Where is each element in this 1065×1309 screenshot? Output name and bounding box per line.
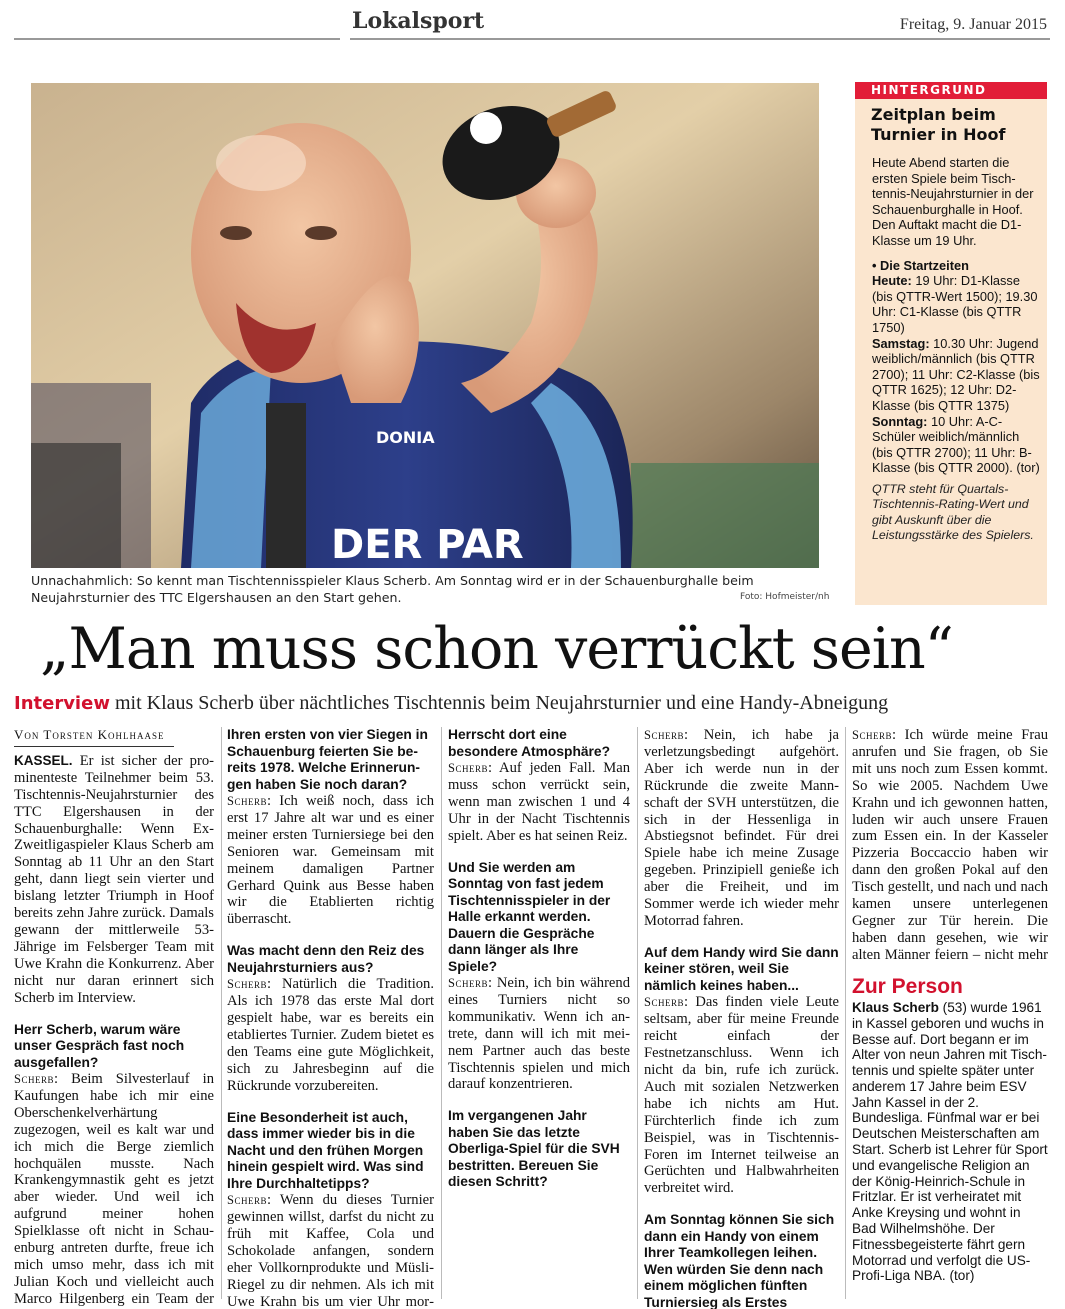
interview-answer bbox=[227, 793, 434, 928]
interview-question: Im vergangenen Jahr haben Sie das letzte Oberliga-Spiel für die SVH bestritten. Bereuen Sie diesen Schritt? bbox=[448, 1108, 620, 1190]
schedule-day: Samstag: bbox=[872, 335, 930, 351]
info-box-intro: Heute Abend starten die ersten Spiele beim Tischtennis-Neujahrsturnier in der Schauenburghalle in Hoof. Den Auftakt macht die D1-Klasse um 19 Uhr. bbox=[872, 155, 1034, 248]
info-box-body bbox=[855, 145, 1047, 476]
dateline: KASSEL. bbox=[14, 752, 73, 768]
header-rule bbox=[350, 38, 1050, 40]
jersey-text: DER PAR bbox=[331, 522, 524, 568]
schedule-day: Heute: bbox=[872, 273, 912, 289]
background-info-box bbox=[855, 82, 1047, 605]
speaker-label: Scherb bbox=[644, 995, 684, 1010]
interview-answer bbox=[448, 975, 630, 1093]
answer-text: : Wenn du dieses Turnier gewinnen willst, darfst du nicht zu früh mit Kaffee, Cola und Schokolade anfangen, sondern eher Vollkornprodukte und Müsli-Riegel zu dir nehmen. Als ich mit Uwe Krahn bis um vier Uhr mor bbox=[227, 1192, 434, 1309]
schedule-entry bbox=[872, 336, 1041, 414]
person-text: (53) wurde 1961 in Kassel geboren und wuchs in Besse auf. Dort begann er im Alter von neun Jahren mit Tischtennis und spielte später unter anderem 17 Jahre beim ESV Jahn Kassel in der 2. Bundesliga. Fünfmal war er bei Deutschen Meisterschaften am Start. Scherb ist Lehrer für Sport und evangelische Religion an der König-Heinrich-Schule in Fritzlar. Er ist verheiratet mit Anke Kreysing und wohnt in Bad Wilhelmshöhe. Der Fitnessbegeisterte fährt gern Motorrad und verfolgt die US-Profi-Liga NBA. (tor) bbox=[852, 999, 1048, 1284]
byline: Von Torsten Kohlhaase bbox=[14, 727, 174, 747]
answer-text: : Nein, ich habe ja verletzungsbedingt aufgehört. Aber ich werde nun in der Rückrunde die zweite Mannschaft der SVH unterstützen, die sich in der Hessenliga in Abstiegsnot befindet. Für drei Spiele habe ich meine Zusage gegeben. Prinzipiell genieße ich aber die Freiheit, und im Sommer werde ich wieder mehr Motorrad fahren. bbox=[644, 727, 839, 929]
answer-text: : Ich weiß noch, dass ich erst 17 Jahre alt war und es einer meiner ersten Turniersiege bei den Senioren war. Gemeinsam mit meinem damaligen Partner Gerhard Quink aus Besse haben wir die Etablierten richtig überrascht. bbox=[227, 793, 434, 928]
interview-answer bbox=[644, 994, 839, 1197]
schedule-day: Sonntag: bbox=[872, 413, 928, 429]
column-rule bbox=[441, 727, 442, 1299]
info-box-tag: HINTERGRUND bbox=[855, 82, 1047, 99]
interview-question: Auf dem Handy wird Sie dann keiner stören, weil Sie nämlich keines haben... bbox=[644, 944, 839, 993]
article-photo bbox=[31, 83, 819, 568]
interview-question: Was macht denn den Reiz des Neujahrsturniers aus? bbox=[227, 943, 425, 975]
article-column-1 bbox=[14, 727, 214, 1309]
interview-question: Eine Besonderheit ist auch, dass immer wieder bis in die Nacht und den frühen Morgen hinein gespielt wird. Was sind Ihre Durchhaltetipps? bbox=[227, 1109, 424, 1191]
schedule-text: 10 Uhr: A-C-Schüler weiblich/männlich (bis QTTR 2700); 11 Uhr: B-Klasse (bis QTTR 2000). (tor) bbox=[872, 413, 1040, 476]
interview-question: Ihren ersten von vier Siegen in Schauenburg feierten Sie bereits 1978. Welche Erinnerungen haben Sie noch daran? bbox=[227, 727, 428, 792]
person-profile bbox=[852, 1000, 1048, 1284]
schedule-heading: • Die Startzeiten bbox=[872, 257, 969, 273]
column-rule bbox=[845, 727, 846, 1299]
interview-question: Herr Scherb, warum wäre unser Gespräch fast noch ausgefallen? bbox=[14, 1021, 185, 1070]
answer-text: : Das finden viele Leute seltsam, aber für meine Freunde reicht einfach der Festnetzanschluss. Wenn ich nicht da bin, rufe ich zurück. Auch mit sozialen Netzwerken habe ich nichts am Hut. Fürchterlich finde ich zum Beispiel, was in Tischtennis-Foren im Internet teilweise an Gerüchten und Halbwahrheiten verbreitet wird. bbox=[644, 994, 839, 1197]
article-column-3 bbox=[448, 727, 630, 1191]
subline-text: mit Klaus Scherb über nächtliches Tischtennis beim Neujahrsturnier und eine Handy-Abneigung bbox=[109, 692, 889, 714]
person-heading: Zur Person bbox=[852, 975, 963, 998]
speaker-label: Scherb bbox=[644, 728, 684, 742]
speaker-label: Scherb bbox=[227, 1193, 267, 1208]
answer-text: : Nein, ich bin während eines Turniers nicht so kommunikativ. Wenn ich antrete, dann will ich mit meinem Partner auch das beste Tischtennis spielen und mich darauf konzentrieren. bbox=[448, 975, 630, 1093]
answer-text: : Auf jeden Fall. Man muss schon verrückt sein, wenn man zwischen 1 und 4 Uhr in der Nacht Tischtennis spielt. Aber es hat seinen Reiz. bbox=[448, 760, 630, 844]
interview-answer bbox=[448, 760, 630, 845]
speaker-label: Scherb bbox=[227, 977, 267, 992]
schedule-entry bbox=[872, 414, 1041, 476]
lead-paragraph bbox=[14, 753, 214, 1007]
interview-answer bbox=[852, 727, 1048, 963]
subline-kicker: Interview bbox=[14, 693, 110, 714]
issue-date: Freitag, 9. Januar 2015 bbox=[899, 16, 1047, 33]
interview-question: Und Sie werden am Sonntag von fast jedem Tischtennisspieler in der Halle erkannt werden. Dauern die Gespräche dann länger als Ihre Spiele? bbox=[448, 859, 611, 974]
person-name: Klaus Scherb bbox=[852, 999, 939, 1015]
article-subline bbox=[14, 692, 888, 715]
article-column-2 bbox=[227, 727, 434, 1309]
interview-answer bbox=[227, 1192, 434, 1309]
interview-answer bbox=[227, 976, 434, 1094]
interview-answer bbox=[644, 727, 839, 930]
section-title: Lokalsport bbox=[352, 8, 485, 34]
article-column-5 bbox=[852, 727, 1048, 1284]
speaker-label: Scherb bbox=[14, 1072, 54, 1086]
article-column-4 bbox=[644, 727, 839, 1309]
info-box-title: Zeitplan beim Turnier in Hoof bbox=[871, 105, 1006, 144]
answer-text: : Beim Silvesterlauf in Kaufungen habe ich mir eine Oberschenkelverhärtung zugezogen, weil es kalt war und ich mich die Berge ziemlich hochquälen musste. Nach Krankengymnastik geht es jetzt aber wieder. Und weil ich aufgrund meiner hohen Spielklasse oft nicht in Schauenburg antreten durfte, freue ich mich umso mehr, dass ich mit Julian Koch und vielleicht auch Marco Hilgenberg ein Team der bbox=[14, 1071, 214, 1307]
lead-text: Er ist sicher der prominenteste Teilnehmer beim 53. Tischtennis-Neujahrsturnier des TTC Elgershausen in der Schauenburghalle: Wenn Ex-Zweitligaspieler Klaus Scherb am Sonntag ab 11 Uhr an den Start geht, dann liegt sein vierter und bislang letzter Triumph in Hoof bereits zehn Jahre zurück. Damals gewann der mittlerweile 53-Jährige im Felsberger Team mit Uwe Krahn die Konkurrenz. Aber nicht nur daran erinnert sich Scherb im Interview. bbox=[14, 752, 214, 1006]
speaker-label: Scherb bbox=[448, 976, 488, 991]
info-box-note: QTTR steht für Quartals-Tischtennis-Rating-Wert und gibt Auskunft über die Leistungsstärke des Spielers. bbox=[872, 481, 1034, 543]
speaker-label: Scherb bbox=[852, 728, 892, 742]
column-rule bbox=[637, 727, 638, 1299]
schedule-text: 10.30 Uhr: Jugend weiblich/männlich (bis QTTR 2700); 11 Uhr: C2-Klasse (bis QTTR 1625); 12 Uhr: D2-Klasse (bis QTTR 1375) bbox=[872, 335, 1040, 413]
interview-question: Herrscht dort eine besondere Atmosphäre? bbox=[448, 727, 611, 759]
schedule-entry bbox=[872, 273, 1041, 335]
interview-question: Am Sonntag können Sie sich dann ein Handy von einem Ihrer Teamkollegen leihen. Wen würden Sie denn nach einem möglichen fünften Turniersieg als Erstes bbox=[644, 1212, 835, 1309]
header-rule bbox=[14, 38, 340, 40]
speaker-label: Scherb bbox=[448, 761, 488, 775]
answer-text: : Ich würde meine Frau anrufen und Sie fragen, ob Sie mit uns noch zum Essen kommt. So wie 2005. Nachdem Uwe Krahn und ich gewonnen hatten, luden wir auch unsere Frauen zum Essen ein. In der Kasseler Pizzeria Boccaccio haben wir dann den großen Pokal auf den Tisch gestellt, und nach und nach kamen unsere unterlegenen Gegner zur Tür herein. Die haben dann gesehen, wie wir alten Männer feiern – nicht mehr bbox=[852, 727, 1048, 963]
answer-text: : Natürlich die Tradition. Als ich 1978 das erste Mal dort gespielt habe, war es bereits ein etabliertes Turnier. Zudem bietet es den Teams eine gute Möglichkeit, sich zu Jahresbeginn auf die Rückrunde vorzubereiten. bbox=[227, 976, 434, 1094]
photo-credit: Foto: Hofmeister/nh bbox=[740, 592, 830, 602]
photo-caption: Unnachahmlich: So kennt man Tischtennisspieler Klaus Scherb. Am Sonntag wird er in der Schauenburghalle beim Neujahrsturnier des TTC Elgershausen an den Start gehen. bbox=[31, 573, 754, 605]
interview-answer bbox=[14, 1071, 214, 1309]
column-rule bbox=[221, 727, 222, 1299]
jersey-logo: DONIA bbox=[376, 428, 435, 447]
article-headline: „Man muss schon verrückt sein“ bbox=[40, 616, 953, 682]
schedule-text: 19 Uhr: D1-Klasse (bis QTTR-Wert 1500); 19.30 Uhr: C1-Klasse (bis QTTR 1750) bbox=[872, 273, 1038, 335]
speaker-label: Scherb bbox=[227, 794, 267, 808]
